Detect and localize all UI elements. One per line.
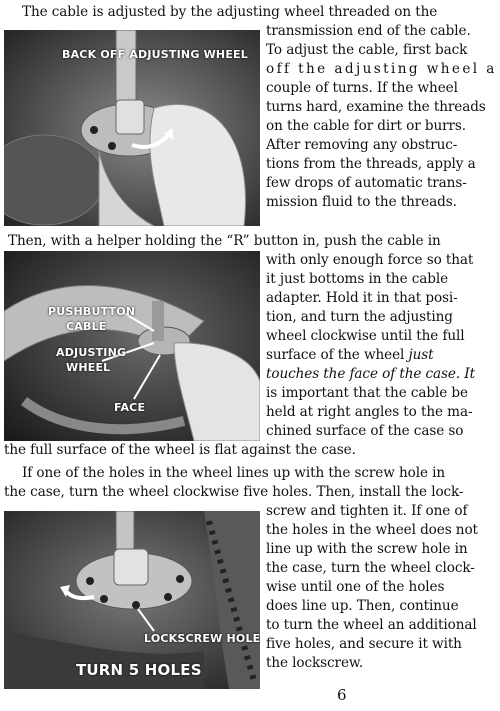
emphasis-text: just	[408, 347, 434, 363]
text-line: turns hard, examine the threads	[266, 99, 486, 115]
text-line: the case, turn the wheel clock-	[266, 560, 475, 576]
text-line: to turn the wheel an additional	[266, 617, 477, 633]
text-line: transmission end of the cable.	[266, 23, 471, 39]
text-line: line up with the screw hole in	[266, 541, 468, 557]
text-line: tion, and turn the adjusting	[266, 309, 453, 325]
text-line: The cable is adjusted by the adjusting wheel threaded on the	[22, 4, 438, 20]
photo-label: WHEEL	[66, 361, 111, 374]
photo-turn-5-holes	[4, 511, 260, 689]
photo-label: PUSHBUTTON	[48, 305, 136, 318]
photo-caption: BACK OFF ADJUSTING WHEEL	[62, 48, 248, 61]
text-line: on the cable for dirt or burrs.	[266, 118, 466, 134]
text-line: mission fluid to the threads.	[266, 194, 457, 210]
text-line: the case, turn the wheel clockwise five holes. Then, install the lock-	[4, 484, 464, 500]
text-line	[266, 365, 475, 384]
text-line: few drops of automatic trans-	[266, 175, 467, 191]
photo-pushbutton-cable	[4, 251, 260, 441]
photo-back-off-adjusting-wheel	[4, 30, 260, 226]
text-line: To adjust the cable, first back	[266, 42, 468, 58]
text-line: does line up. Then, continue	[266, 598, 459, 614]
text-line: wheel clockwise until the full	[266, 328, 465, 344]
text-line: five holes, and secure it with	[266, 636, 462, 652]
text-line: tions from the threads, apply a	[266, 156, 476, 172]
text-line: If one of the holes in the wheel lines up with the screw hole in	[22, 465, 446, 481]
text-line: the full surface of the wheel is flat against the case.	[4, 442, 356, 458]
text-segment: touches the face of the case. It	[266, 366, 475, 382]
text-line: held at right angles to the ma-	[266, 404, 473, 420]
photo-label: CABLE	[66, 320, 107, 333]
photo-label: LOCKSCREW HOLE	[144, 632, 260, 645]
text-segment: surface of the wheel	[266, 347, 409, 363]
text-line: adapter. Hold it in that posi-	[266, 290, 458, 306]
text-line: couple of turns. If the wheel	[266, 80, 458, 96]
photo-caption: TURN 5 HOLES	[76, 661, 202, 679]
text-line: chined surface of the case so	[266, 423, 464, 439]
photo-label: FACE	[114, 401, 146, 414]
text-line: After removing any obstruc-	[266, 137, 458, 153]
text-line: the lockscrew.	[266, 655, 364, 671]
text-line: wise until one of the holes	[266, 579, 445, 595]
text-line: is important that the cable be	[266, 385, 468, 401]
text-line: off the adjusting wheel a	[266, 61, 497, 77]
text-line: it just bottoms in the cable	[266, 271, 449, 287]
text-line	[266, 346, 434, 365]
page-number: 6	[337, 686, 347, 704]
text-line: screw and tighten it. If one of	[266, 503, 468, 519]
text-line: the holes in the wheel does not	[266, 522, 478, 538]
text-line: with only enough force so that	[266, 252, 474, 268]
text-line: Then, with a helper holding the “R” button in, push the cable in	[8, 233, 441, 249]
photo-label: ADJUSTING	[56, 346, 127, 359]
